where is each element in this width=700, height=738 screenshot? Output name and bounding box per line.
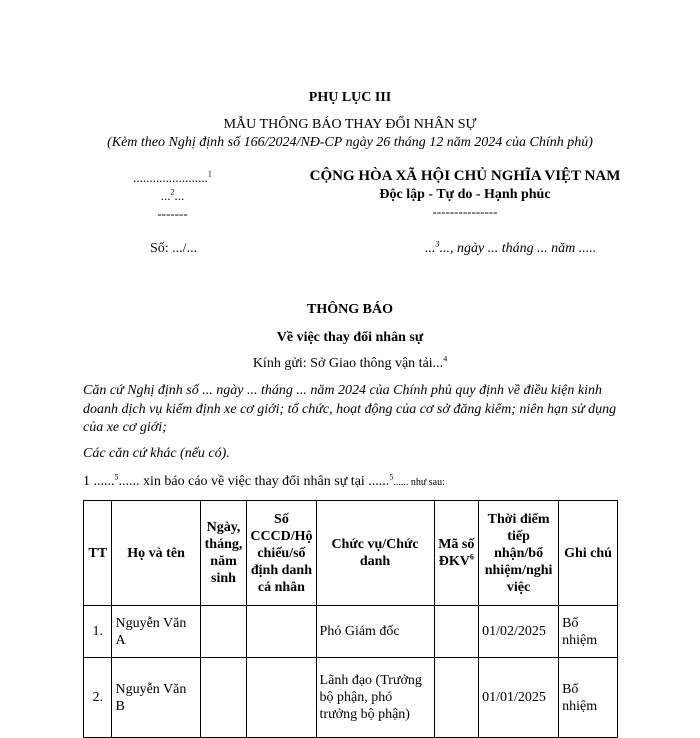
cell-note: Bổ nhiệm bbox=[559, 658, 618, 738]
form-title: MẪU THÔNG BÁO THAY ĐỔI NHÂN SỰ bbox=[223, 117, 477, 132]
footnote-ref-1: 1 bbox=[207, 169, 212, 179]
cell-position: Phó Giám đốc bbox=[316, 606, 434, 658]
footnote-ref-5b: 5 bbox=[389, 472, 394, 482]
cell-code bbox=[434, 658, 479, 738]
notice-subject: Về việc thay đổi nhân sự bbox=[276, 330, 424, 345]
header-id: Số CCCD/Hộ chiếu/số định danh cá nhân bbox=[247, 501, 316, 606]
header-code: Mã số ĐKV$^6$ bbox=[434, 501, 479, 606]
header-note: Ghi chú bbox=[559, 501, 618, 606]
personnel-table bbox=[83, 500, 618, 738]
cell-dob bbox=[200, 606, 247, 658]
cell-code bbox=[434, 606, 479, 658]
cell-tt: 1. bbox=[84, 606, 112, 658]
legal-basis: Căn cứ Nghị định số ... ngày ... tháng ... năm 2024 của Chính phủ quy định về điều kiện kinh doanh dịch vụ kiểm định xe cơ giới; tổ chức, hoạt động của cơ sở đăng kiểm; niên hạn sử dụng của xe cơ giới; bbox=[83, 383, 617, 435]
notice-recipient: Kính gửi: Sở Giao thông vận tải...$^4$ bbox=[252, 354, 448, 371]
cell-time: 01/02/2025 bbox=[479, 606, 559, 658]
footnote-ref-2: 2 bbox=[170, 187, 175, 197]
cell-id bbox=[247, 658, 316, 738]
header-tt: TT bbox=[84, 501, 112, 606]
attachment-note: (Kèm theo Nghị định số 166/2024/NĐ-CP ngày 26 tháng 12 năm 2024 của Chính phủ) bbox=[107, 135, 593, 150]
cell-position: Lãnh đạo (Trưởng bộ phận, phó trưởng bộ phận) bbox=[316, 658, 434, 738]
national-motto: Độc lập - Tự do - Hạnh phúc bbox=[379, 187, 551, 202]
national-title: CỘNG HÒA XÃ HỘI CHỦ NGHĨA VIỆT NAM bbox=[309, 168, 621, 184]
header-time: Thời điểm tiếp nhận/bổ nhiệm/nghi việc bbox=[479, 501, 559, 606]
table-row bbox=[84, 606, 618, 658]
header-dob: Ngày, tháng, năm sinh bbox=[200, 501, 247, 606]
footnote-ref-3: 3 bbox=[435, 239, 440, 249]
footnote-ref-4: 4 bbox=[443, 354, 448, 364]
organization-placeholder: .......................$^1$ bbox=[133, 169, 212, 185]
table-header-row bbox=[84, 501, 618, 606]
left-divider: ------- bbox=[157, 206, 188, 221]
footnote-ref-6: 6 bbox=[469, 552, 474, 562]
notice-title: THÔNG BÁO bbox=[307, 302, 393, 317]
sub-organization-placeholder: ...$^2$... bbox=[160, 187, 185, 203]
report-statement: 1 ......$^5$...... xin báo cáo về việc thay đổi nhân sự tại ......$^5$...... như sau: bbox=[83, 472, 445, 489]
cell-name: Nguyễn Văn B bbox=[112, 658, 200, 738]
cell-time: 01/01/2025 bbox=[479, 658, 559, 738]
place-and-date: ...$^3$..., ngày ... tháng ... năm ..... bbox=[425, 239, 597, 256]
cell-note: Bổ nhiệm bbox=[559, 606, 618, 658]
cell-name: Nguyễn Văn A bbox=[112, 606, 200, 658]
header-name: Họ và tên bbox=[112, 501, 200, 606]
other-basis: Các căn cứ khác (nếu có). bbox=[83, 446, 230, 461]
cell-id bbox=[247, 606, 316, 658]
cell-tt: 2. bbox=[84, 658, 112, 738]
table-row bbox=[84, 658, 618, 738]
cell-dob bbox=[200, 658, 247, 738]
footnote-ref-5a: 5 bbox=[114, 472, 119, 482]
appendix-title: PHỤ LỤC III bbox=[308, 90, 392, 105]
right-divider: --------------- bbox=[432, 204, 498, 219]
header-position: Chức vụ/Chức danh bbox=[316, 501, 434, 606]
document-number: Số: .../... bbox=[150, 241, 198, 256]
